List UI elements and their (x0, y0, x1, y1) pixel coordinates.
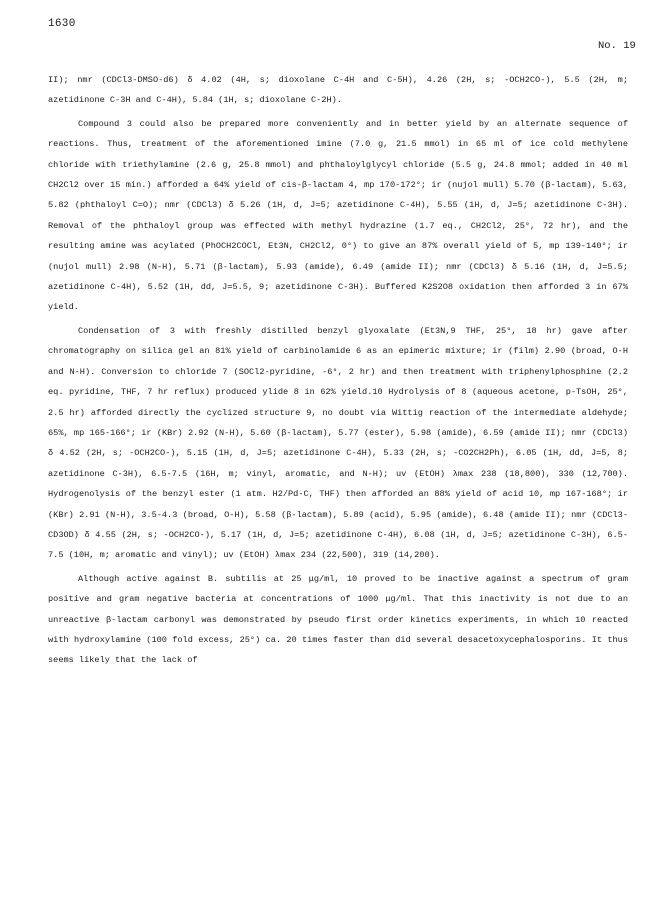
paragraph-spectral-data: II); nmr (CDCl3-DMSO-d6) δ 4.02 (4H, s; dioxolane C-4H and C-5H), 4.26 (2H, s; -OCH2CO-), 5.5 (2H, m; azetidinone C-3H and C-4H), 5.84 (1H, s; dioxolane C-2H). (48, 75, 628, 106)
paragraph-condensation: Condensation of 3 with freshly distilled benzyl glyoxalate (Et3N,9 THF, 25°, 18 hr) gave after chromatography on silica gel an 81% yield of carbinolamide 6 as an epimeric mixture; ir (film) 2.90 (broad, O-H and N-H). Conversion to chloride 7 (SOCl2-pyridine, -6°, 2 hr) and then treatment with triphenylphosphine (2.2 eq. pyridine, THF, 7 hr reflux) produced ylide 8 in 62% yield.10 Hydrolysis of 8 (aqueous acetone, p-TsOH, 25°, 2.5 hr) afforded directly the cyclized structure 9, no doubt via Wittig reaction of the intermediate aldehyde; 65%, mp 165-166°; ir (KBr) 2.92 (N-H), 5.60 (β-lactam), 5.77 (ester), 5.98 (amide), 6.59 (amide II); nmr (CDCl3) δ 4.52 (2H, s; -OCH2CO-), 5.15 (1H, d, J=5; azetidinone C-4H), 5.33 (2H, s; -CO2CH2Ph), 6.05 (1H, dd, J=5, 8; azetidinone C-3H), 6.5-7.5 (16H, m; vinyl, aromatic, and N-H); uv (EtOH) λmax 238 (18,800), 330 (12,700). Hydrogenolysis of the benzyl ester (1 atm. H2/Pd-C, THF) then afforded an 88% yield of acid 10, mp 167-168°; ir (KBr) 2.91 (N-H), 3.5-4.3 (broad, O-H), 5.58 (β-lactam), 5.89 (acid), 5.95 (amide), 6.48 (amide II); nmr (CDCl3-CD3OD) δ 4.55 (2H, s; -OCH2CO-), 5.17 (1H, d, J=5; azetidinone C-4H), 6.08 (1H, d, J=5; azetidinone C-3H), 6.5-7.5 (10H, m; aromatic and vinyl); uv (EtOH) λmax 234 (22,500), 319 (14,200). (48, 325, 628, 561)
article-body (48, 70, 628, 674)
issue-number: No. 19 (598, 40, 636, 52)
page-number: 1630 (48, 18, 76, 30)
paragraph-alternate-synthesis: Compound 3 could also be prepared more conveniently and in better yield by an alternate sequence of reactions. Thus, treatment of the aforementioned imine (7.0 g, 21.5 mmol) in 65 ml of ice cold methylene chloride with triethylamine (2.6 g, 25.8 mmol) and phthaloylglycyl chloride (5.5 g, 24.8 mmol; added in 40 ml CH2Cl2 over 15 min.) afforded a 64% yield of cis-β-lactam 4, mp 170-172°; ir (nujol mull) 5.70 (β-lactam), 5.63, 5.82 (phthaloyl C=O); nmr (CDCl3) δ 5.26 (1H, d, J=5; azetidinone C-4H), 5.55 (1H, d, J=5; azetidinone C-3H). Removal of the phthaloyl group was effected with methyl hydrazine (1.7 eq., CH2Cl2, 25°, 72 hr), and the resulting amine was acylated (PhOCH2COCl, Et3N, CH2Cl2, 0°) to give an 87% overall yield of 5, mp 139-140°; ir (nujol mull) 2.98 (N-H), 5.71 (β-lactam), 5.93 (amide), 6.49 (amide II); nmr (CDCl3) δ 5.16 (1H, d, J=5.5; azetidinone C-4H), 5.52 (1H, dd, J=5.5, 9; azetidinone C-3H). Buffered K2S2O8 oxidation then afforded 3 in 67% yield. (48, 118, 628, 313)
paragraph-biological-activity: Although active against B. subtilis at 25 μg/ml, 10 proved to be inactive against a spectrum of gram positive and gram negative bacteria at concentrations of 1000 μg/ml. That this inactivity is not due to an unreactive β-lactam carbonyl was demonstrated by pseudo first order kinetics experiments, in which 10 reacted with hydroxylamine (100 fold excess, 25°) ca. 20 times faster than did several desacetoxycephalosporins. It thus seems likely that the lack of (48, 573, 628, 666)
